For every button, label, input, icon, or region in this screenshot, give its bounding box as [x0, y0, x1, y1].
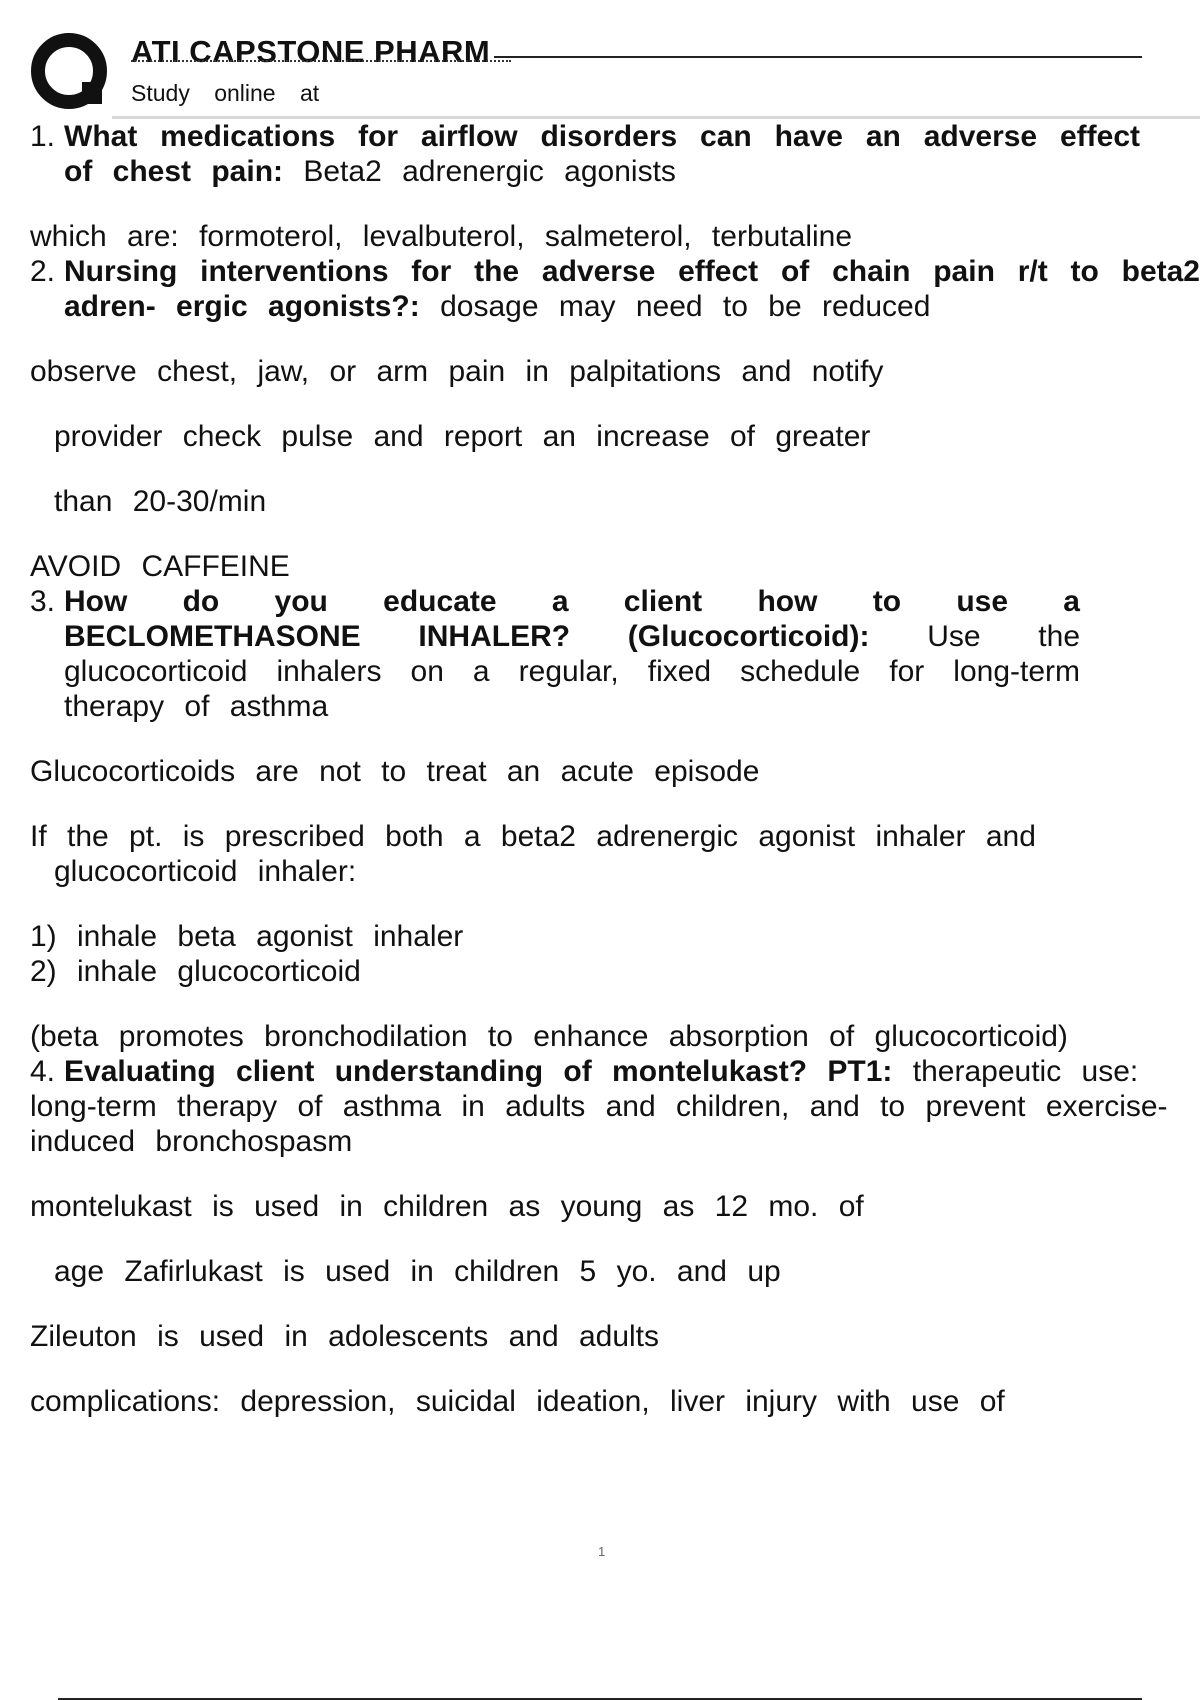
- question-2: [30, 254, 1200, 324]
- question-number: 4.: [30, 1055, 56, 1088]
- body-line: montelukast is used in children as young as 12 mo. of: [30, 1190, 864, 1223]
- body-line: 2) inhale glucocorticoid: [30, 955, 361, 988]
- question-number: 2.: [30, 255, 56, 288]
- body-line: induced bronchospasm: [30, 1125, 353, 1158]
- answer-text: Beta2 adrenergic agonists: [303, 155, 676, 188]
- body-line: glucocorticoid inhaler:: [54, 855, 357, 888]
- title-dotted-underline: [131, 60, 511, 62]
- page-number: 1: [598, 1544, 606, 1559]
- question-text: What medications for airflow disorders can have an adverse effect of chest pain:: [64, 120, 1140, 188]
- body-line: 1) inhale beta agonist inhaler: [30, 920, 464, 953]
- document-title: ATI CAPSTONE PHARM: [131, 34, 494, 70]
- document-body: [30, 119, 1200, 1419]
- body-line: which are: formoterol, levalbuterol, salmeterol, terbutaline: [30, 220, 853, 253]
- document-subtitle: Study online at: [131, 80, 320, 106]
- answer-text: Use the glucocorticoid inhalers on a regular, fixed schedule for long-term therapy of asthma: [64, 620, 1081, 723]
- question-number: 1.: [30, 120, 56, 153]
- body-line: AVOID CAFFEINE: [30, 550, 290, 583]
- body-line: long-term therapy of asthma in adults and children, and to prevent exercise-: [30, 1090, 1168, 1123]
- body-line: Zileuton is used in adolescents and adults: [30, 1320, 660, 1353]
- question-text: Nursing interventions for the adverse effect of chain pain r/t to beta2 adren- ergic agonists?:: [64, 255, 1200, 323]
- body-line: (beta promotes bronchodilation to enhance absorption of glucocorticoid): [30, 1020, 1068, 1053]
- body-line: provider check pulse and report an increase of greater: [54, 420, 871, 453]
- q-logo-icon: [30, 30, 112, 112]
- question-1: [30, 119, 1200, 189]
- question-text: How do you educate a client how to use a BECLOMETHASONE INHALER? (Glucocorticoid):: [64, 585, 1080, 653]
- body-line: observe chest, jaw, or arm pain in palpitations and notify: [30, 355, 884, 388]
- body-line: Glucocorticoids are not to treat an acute episode: [30, 755, 760, 788]
- question-4: [30, 1054, 1200, 1089]
- body-line: complications: depression, suicidal ideation, liver injury with use of: [30, 1385, 1005, 1418]
- question-number: 3.: [30, 585, 56, 618]
- question-text: Evaluating client understanding of montelukast? PT1:: [64, 1055, 893, 1088]
- body-line: If the pt. is prescribed both a beta2 adrenergic agonist inhaler and: [30, 820, 1036, 853]
- answer-text: dosage may need to be reduced: [440, 290, 931, 323]
- body-line: than 20-30/min: [54, 485, 267, 518]
- answer-text: therapeutic use:: [912, 1055, 1139, 1088]
- question-3: [30, 584, 1200, 724]
- body-line: age Zafirlukast is used in children 5 yo. and up: [54, 1255, 781, 1288]
